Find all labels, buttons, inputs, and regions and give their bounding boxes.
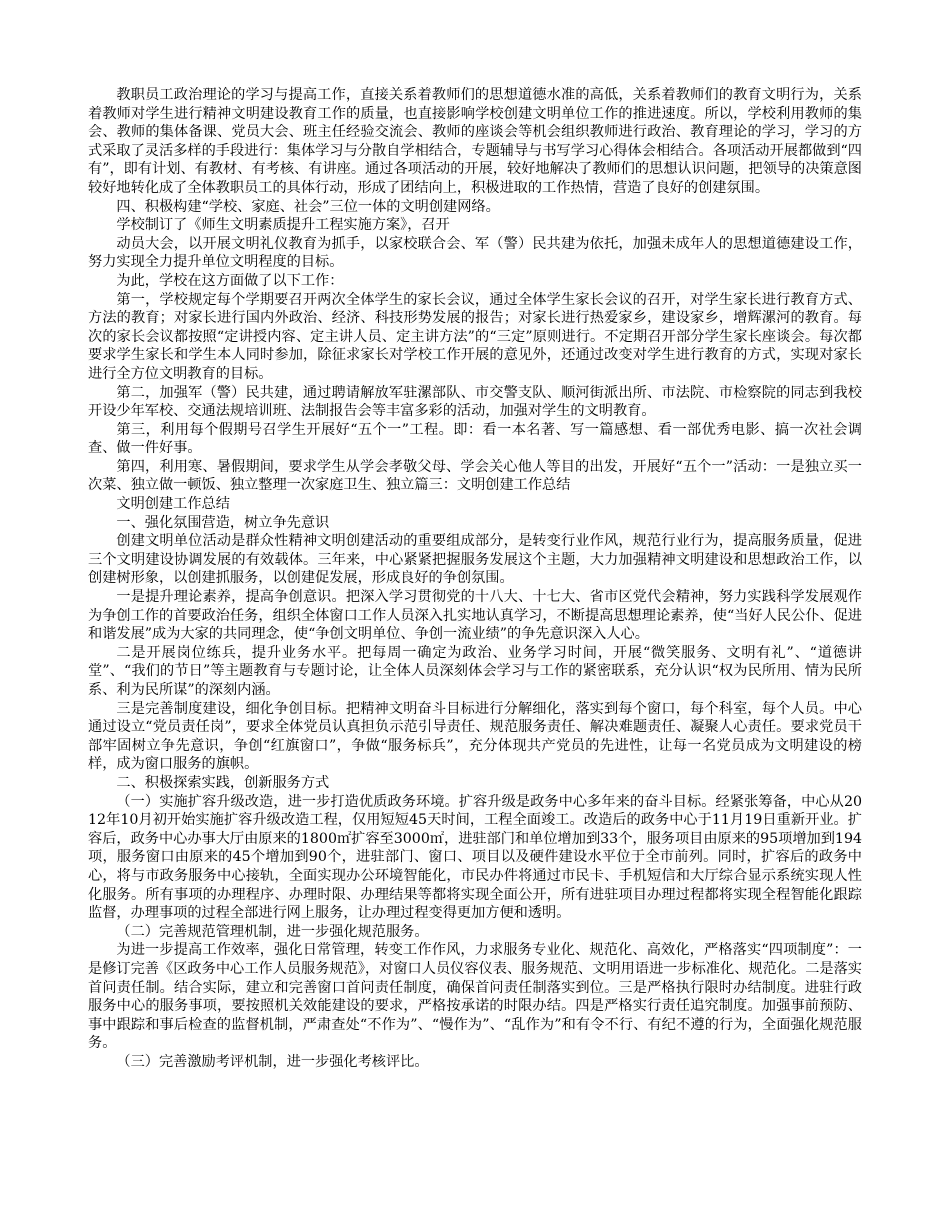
paragraph-theory: 一是提升理论素养，提高争创意识。把深入学习贯彻党的十八大、十七大、省市区党代会精神，努力实践科学发展观作为争创工作的首要政治任务，组织全体窗口工作人员深入扎实地认真学习，不断提高思想理论素养，使“当好人民公仆、促进和谐发展”成为大家的共同理念，使“争创文明单位、争创一流业绩”的争先意识深入人心。 — [88, 589, 862, 643]
paragraph-mobilization: 动员大会，以开展文明礼仪教育为抓手，以家校联合会、军（警）民共建为依托，加强未成年人的思想道德建设工作，努力实现全力提升单位文明程度的目标。 — [88, 235, 862, 271]
heading-management: （二）完善规范管理机制，进一步强化规范服务。 — [116, 923, 429, 940]
paragraph-third: 第三，利用每个假期号召学生开展好“五个一”工程。即：看一本名著、写一篇感想、看一部优秀电影、搞一次社会调查、做一件好事。 — [88, 421, 862, 457]
paragraph-four-systems: 为进一步提高工作效率，强化日常管理，转变工作作风，力求服务专业化、规范化、高效化，严格落实“四项制度”：一是修订完善《区政务中心工作人员服务规范》，对窗口人员仪容仪表、服务规范、文明用语进一步标准化、规范化。二是落实首问责任制。结合实际，建立和完善窗口首问责任制度，确保首问责任制落实到位。三是严格执行限时办结制度。进驻行政服务中心的服务事项，要按照机关效能建设的要求，严格按承诺的时限办结。四是严格实行责任追究制度。加强事前预防、事中跟踪和事后检查的监督机制，严肃查处“不作为”、“慢作为”、“乱作为”和有令不行、有纪不遵的行为，全面强化规范服务。 — [88, 942, 862, 1052]
heading-evaluation: （三）完善激励考评机制，进一步强化考核评比。 — [116, 1053, 429, 1070]
paragraph-plan: 学校制订了《师生文明素质提升工程实施方案》，召开 — [116, 217, 450, 234]
paragraph-work-intro: 为此，学校在这方面做了以下工作： — [116, 272, 344, 289]
paragraph-fourth: 第四，利用寒、暑假期间，要求学生从学会孝敬父母、学会关心他人等目的出发，开展好“五个一”活动：一是独立买一次菜、独立做一顿饭、独立整理一次家庭卫生、独立篇三：文明创建工作总结 — [88, 458, 862, 494]
paragraph-civilized-unit: 创建文明单位活动是群众性精神文明创建活动的重要组成部分，是转变行业作风，规范行业行为，提高服务质量，促进三个文明建设协调发展的有效载体。三年来，中心紧紧把握服务发展这个主题，大力加强精神文明建设和思想政治工作，以创建树形象，以创建抓服务，以创建促发展，形成良好的争创氛围。 — [88, 533, 862, 587]
paragraph-training: 二是开展岗位练兵，提升业务水平。把每周一确定为政治、业务学习时间，开展“微笑服务、文明有礼”、“道德讲堂”、“我们的节日”等主题教育与专题讨论，让全体人员深刻体会学习与工作的紧密联系，充分认识“权为民所用、情为民所系、利为民所谋”的深刻内涵。 — [88, 644, 862, 698]
paragraph-expansion: （一）实施扩容升级改造，进一步打造优质政务环境。扩容升级是政务中心多年来的奋斗目标。经紧张筹备，中心从2012年10月初开始实施扩容升级改造工程，仅用短短45天时间，工程全面竣工。改造后的政务中心于11月19日重新开业。扩容后，政务中心办事大厅由原来的1800㎡扩容至3000㎡，进驻部门和单位增加到33个，服务项目由原来的95项增加到194项，服务窗口由原来的45个增加到90个，进驻部门、窗口、项目以及硬件建设水平位于全市前列。同时，扩容后的政务中心，将与市政务服务中心接轨，全面实现办公环境智能化，市民办件将通过市民卡、手机短信和大厅综合显示系统实现人性化服务。所有事项的办理程序、办理时限、办理结果等都将实现全面公开，所有进驻项目办理过程都将实现全程智能化跟踪监督，办理事项的过程全部进行网上服务，让办理过程变得更加方便和透明。 — [88, 793, 862, 922]
section-title: 文明创建工作总结 — [116, 496, 230, 513]
paragraph-system: 三是完善制度建设，细化争创目标。把精神文明奋斗目标进行分解细化，落实到每个窗口，每个科室，每个人员。中心通过设立“党员责任岗”，要求全体党员认真担负示范引导责任、规范服务责任、解决难题责任、凝聚人心责任。要求党员干部牢固树立争先意识，争创“红旗窗口”，争做“服务标兵”，充分体现共产党员的先进性，让每一名党员成为文明建设的榜样，成为窗口服务的旗帜。 — [88, 700, 862, 773]
heading-network: 四、积极构建“学校、家庭、社会”三位一体的文明创建网络。 — [116, 198, 500, 215]
paragraph-second: 第二，加强军（警）民共建，通过聘请解放军驻漯部队、市交警支队、顺河街派出所、市法院、市检察院的同志到我校开设少年军校、交通法规培训班、法制报告会等丰富多彩的活动，加强对学生的文明教育。 — [88, 384, 862, 420]
heading-atmosphere: 一、强化氛围营造，树立争先意识 — [116, 514, 330, 531]
paragraph-first: 第一，学校规定每个学期要召开两次全体学生的家长会议，通过全体学生家长会议的召开，对学生家长进行教育方式、方法的教育；对家长进行国内外政治、经济、科技形势发展的报告；对家长进行热爱家乡，建设家乡，增辉漯河的教育。每次的家长会议都按照“定讲授内容、定主讲人员、定主讲方法”的“三定”原则进行。不定期召开部分学生家长座谈会。每次都要求学生家长和学生本人同时参加，除征求家长对学校工作开展的意见外，还通过改变对学生进行教育的方式，实现对家长进行全方位文明教育的目标。 — [88, 291, 862, 382]
heading-practice: 二、积极探索实践，创新服务方式 — [116, 774, 330, 791]
document-body — [88, 86, 862, 1071]
paragraph-teacher-study: 教职员工政治理论的学习与提高工作，直接关系着教师们的思想道德水准的高低，关系着教师们的教育文明行为，关系着教师对学生进行精神文明建设教育工作的质量，也直接影响学校创建文明单位工作的推进速度。所以，学校利用教师的集会、教师的集体备课、党员大会、班主任经验交流会、教师的座谈会等机会组织教师进行政治、教育理论的学习，学习的方式采取了灵活多样的手段进行：集体学习与分散自学相结合，专题辅导与书写学习心得体会相结合。各项活动开展都做到“四有”，即有计划、有教材、有考核、有讲座。通过各项活动的开展，较好地解决了教师们的思想认识问题，把领导的决策意图较好地转化成了全体教职员工的具体行动，形成了团结向上，积极进取的工作热情，营造了良好的创建氛围。 — [88, 87, 862, 196]
